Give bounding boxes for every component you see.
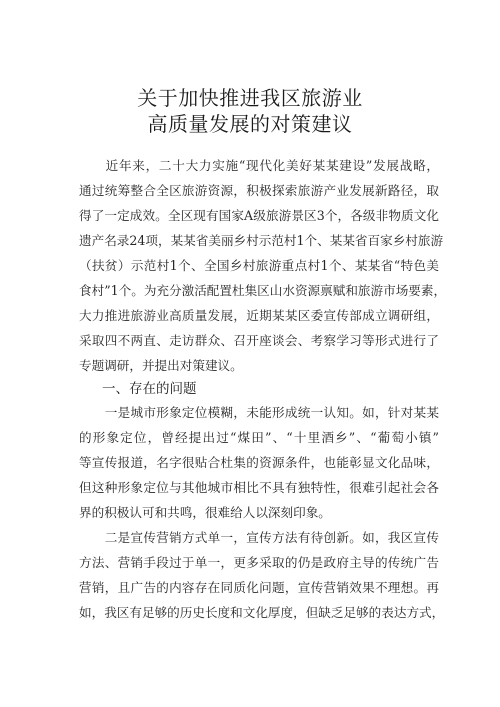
paragraph-2-line: 一是城市形象定位模糊，未能形成统一认知。如，针对某某: [79, 405, 439, 420]
paragraph-2-line: 等宣传报道，名字很贴合杜集的资源条件，也能彰显文化品味，: [79, 455, 439, 470]
paragraph-3-line: 方法、营销手段过于单一，更多采取的仍是政府主导的传统广告: [79, 555, 439, 570]
paragraph-2-line: 的形象定位，曾经提出过“煤田”、“十里酒乡”、“葡萄小镇”: [79, 430, 439, 445]
paragraph-3-line: 二是宣传营销方式单一，宣传方法有待创新。如，我区宣传: [79, 530, 439, 545]
paragraph-1-line: 通过统筹整合全区旅游资源，积极探索旅游产业发展新路径，取: [79, 183, 439, 198]
paragraph-2-line: 界的积极认可和共鸣，很难给人以深刻印象。: [79, 505, 331, 520]
paragraph-1-line: （扶贫）示范村1个、全国乡村旅游重点村1个、某某省“特色美: [79, 258, 439, 273]
paragraph-1-line: 专题调研，并提出对策建议。: [79, 358, 243, 373]
paragraph-1-line: 得了一定成效。全区现有国家A级旅游景区3个，各级非物质文化: [79, 208, 439, 223]
document-title-line-1: 关于加快推进我区旅游业: [137, 86, 363, 110]
paragraph-1-line: 近年来，二十大力实施“现代化美好某某建设”发展战略，: [79, 158, 439, 173]
paragraph-1-line: 采取四不两直、走访群众、召开座谈会、考察学习等形式进行了: [79, 333, 439, 348]
document-title-line-2: 高质量发展的对策建议: [147, 112, 353, 136]
paragraph-1-line: 食村”1个。为充分激活配置杜集区山水资源禀赋和旅游市场要素，: [79, 283, 447, 298]
paragraph-3-line: 如，我区有足够的历史长度和文化厚度，但缺乏足够的表达方式，: [79, 605, 445, 620]
paragraph-2-line: 但这种形象定位与其他城市相比不具有独特性，很难引起社会各: [79, 480, 439, 495]
paragraph-1-line: 遗产名录24项，某某省美丽乡村示范村1个、某某省百家乡村旅游: [79, 233, 444, 248]
section-heading: 一、存在的问题: [102, 381, 197, 397]
paragraph-3-line: 营销，且广告的内容存在同质化问题，宣传营销效果不理想。再: [79, 580, 439, 595]
paragraph-1-line: 大力推进旅游业高质量发展，近期某某区委宣传部成立调研组，: [79, 308, 439, 323]
